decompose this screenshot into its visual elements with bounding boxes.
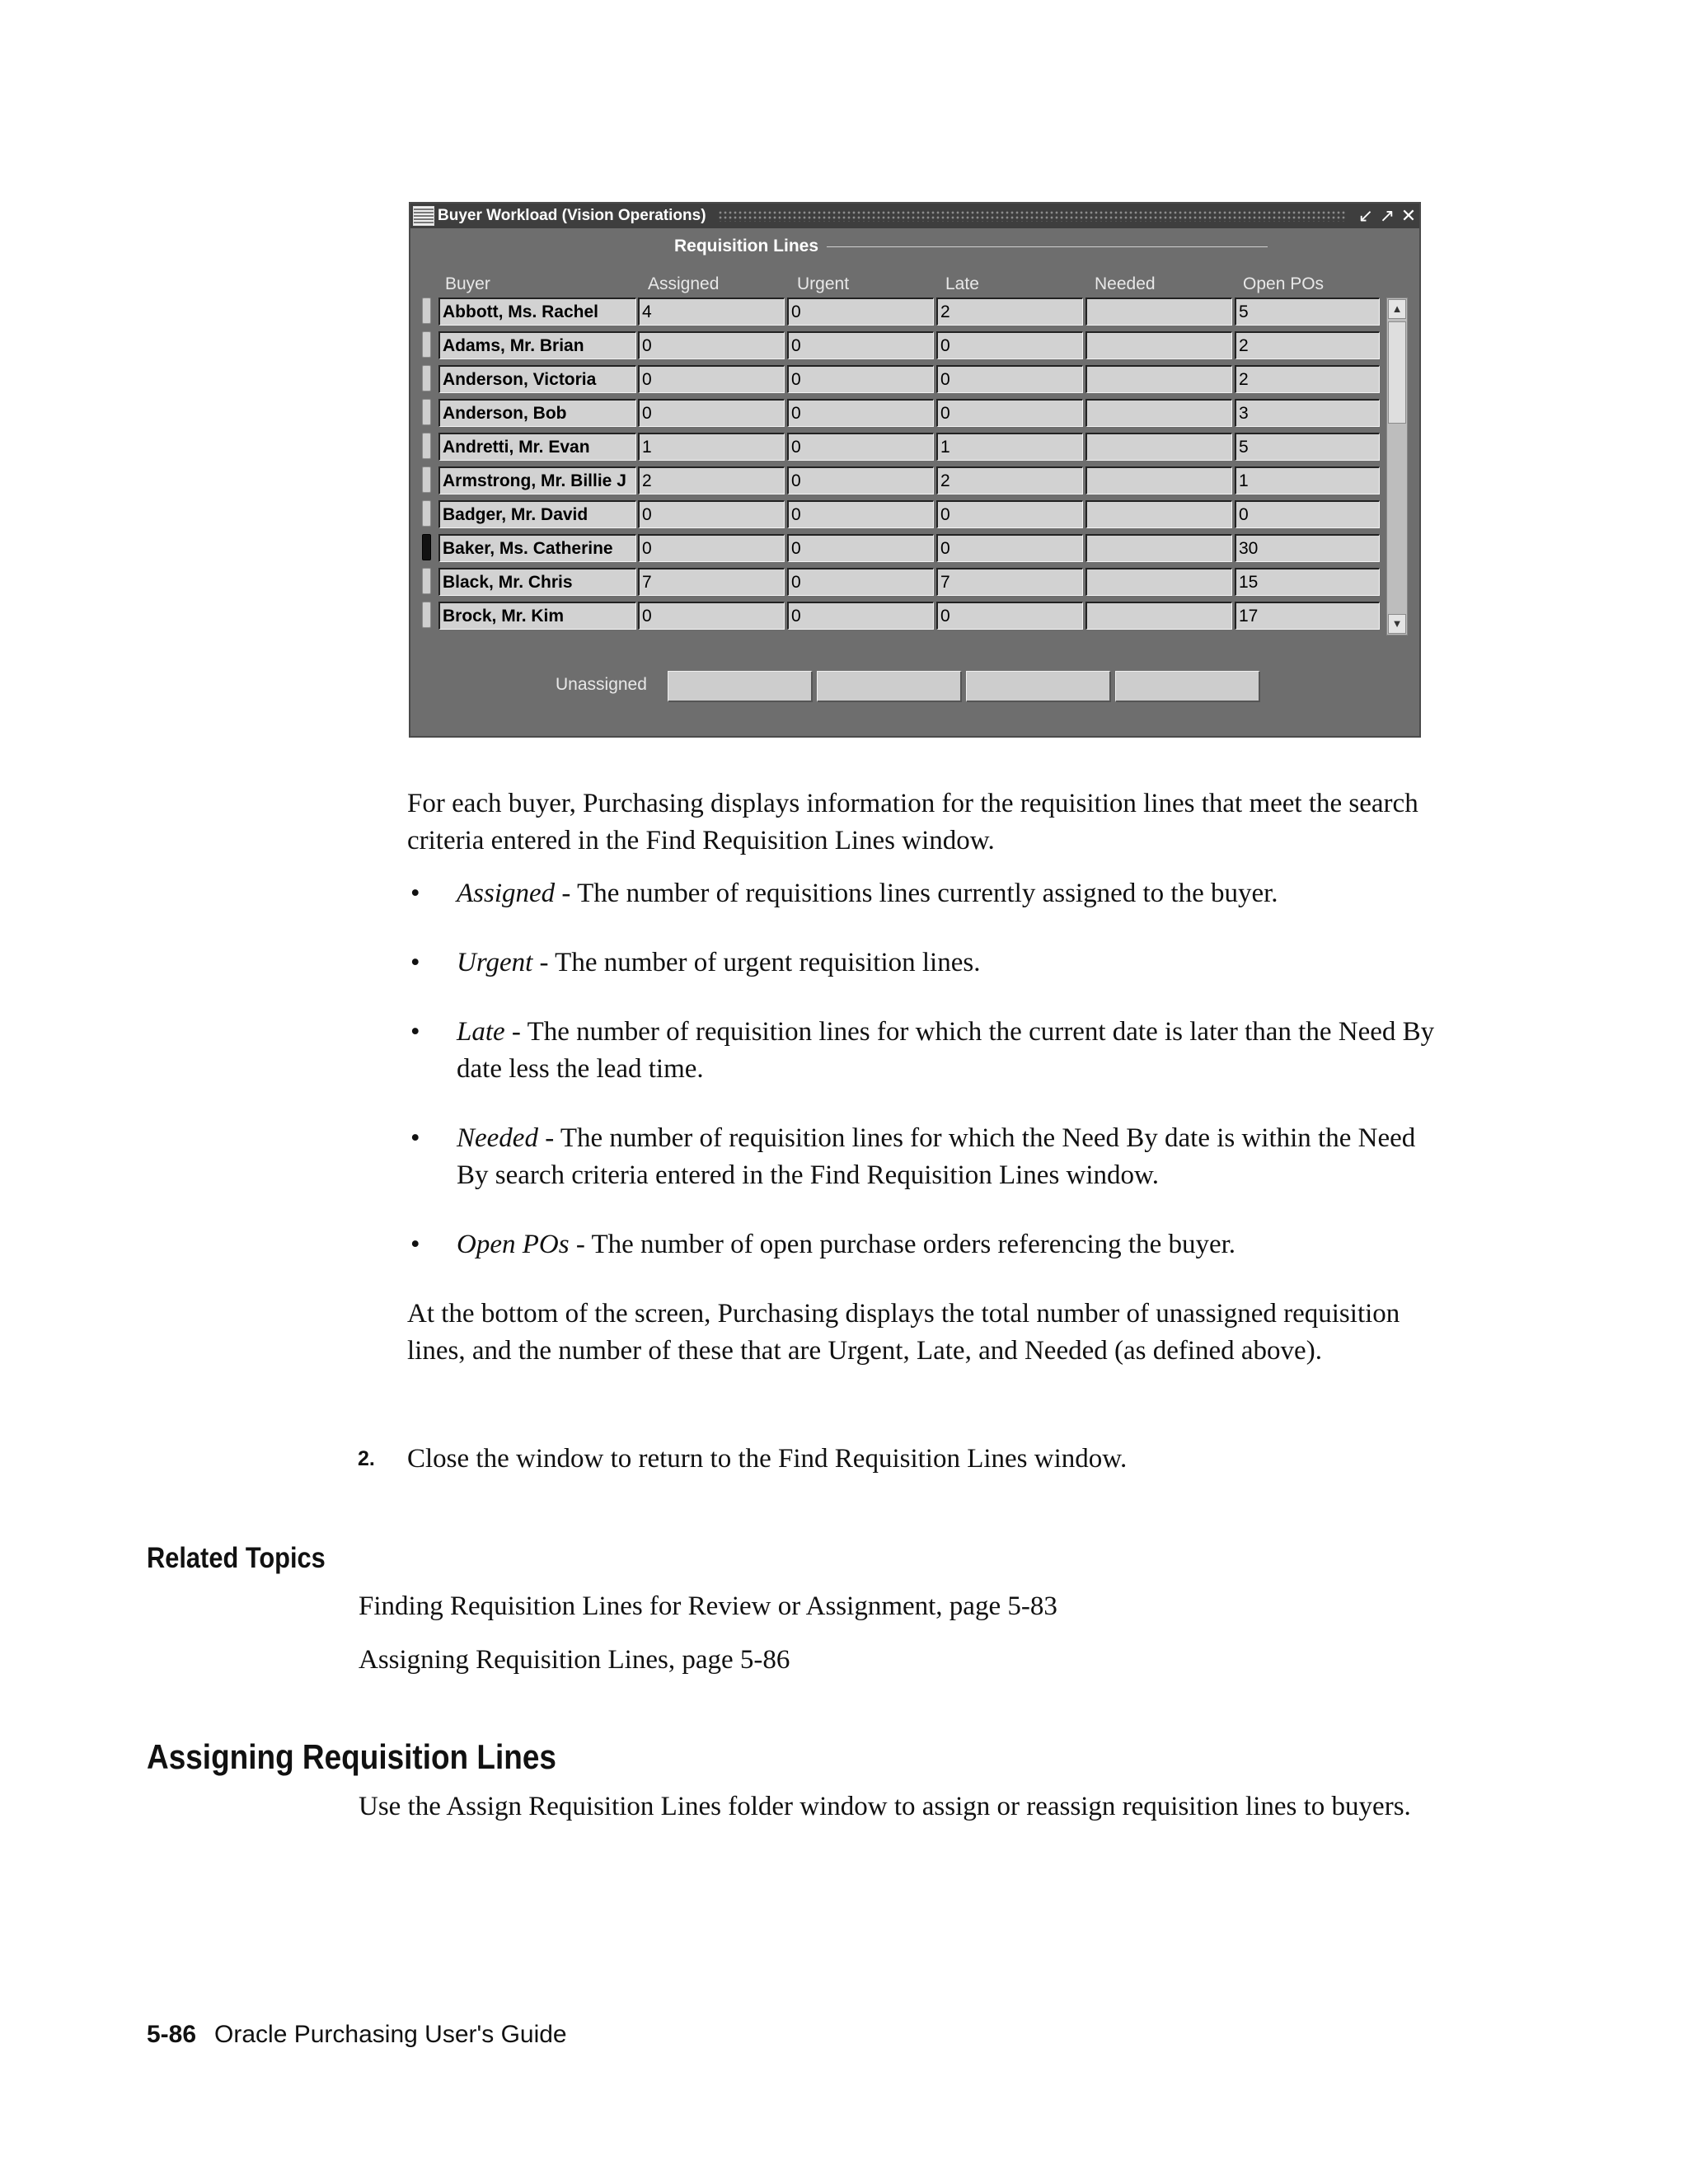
buyer-name-field[interactable]: Armstrong, Mr. Billie J <box>438 466 636 494</box>
buyer-name-field[interactable]: Adams, Mr. Brian <box>438 331 636 359</box>
buyer-name-field[interactable]: Baker, Ms. Catherine <box>438 534 636 562</box>
bullet-text: - The number of requisition lines for which the Need By date is within the Need By search criteria entered in the Find Requisition Lines window. <box>457 1123 1416 1190</box>
close-icon[interactable]: ✕ <box>1400 205 1417 226</box>
section-heading: Assigning Requisition Lines <box>147 1737 556 1776</box>
col-header-needed: Needed <box>1095 274 1156 293</box>
open-pos-field[interactable]: 5 <box>1235 298 1380 326</box>
record-indicator[interactable] <box>422 466 431 493</box>
assigned-field[interactable]: 2 <box>638 466 785 494</box>
bullet-late <box>457 1014 1437 1088</box>
late-field[interactable]: 0 <box>936 331 1083 359</box>
urgent-field[interactable]: 0 <box>787 466 934 494</box>
open-pos-field[interactable]: 2 <box>1235 365 1380 393</box>
table-row[interactable] <box>422 363 1382 395</box>
urgent-field[interactable]: 0 <box>787 298 934 326</box>
bullet-mark: • <box>410 1123 420 1153</box>
bullet-mark: • <box>410 879 420 908</box>
urgent-field[interactable]: 0 <box>787 399 934 427</box>
assigned-field[interactable]: 0 <box>638 500 785 528</box>
bullet-needed <box>457 1120 1437 1194</box>
scroll-up-icon[interactable]: ▲ <box>1388 299 1406 319</box>
open-pos-field[interactable]: 1 <box>1235 466 1380 494</box>
needed-field[interactable] <box>1085 399 1232 427</box>
bullet-text: - The number of requisitions lines currently assigned to the buyer. <box>555 879 1278 908</box>
buyer-name-field[interactable]: Anderson, Victoria <box>438 365 636 393</box>
buyer-name-field[interactable]: Anderson, Bob <box>438 399 636 427</box>
related-link-assigning[interactable]: Assigning Requisition Lines, page 5-86 <box>359 1645 790 1675</box>
buyer-name-field[interactable]: Brock, Mr. Kim <box>438 602 636 630</box>
oracle-app-icon <box>413 206 434 226</box>
bullet-term: Late <box>457 1017 505 1047</box>
col-header-open-pos: Open POs <box>1243 274 1325 293</box>
col-header-late: Late <box>945 274 979 293</box>
needed-field[interactable] <box>1085 331 1232 359</box>
assigned-field[interactable]: 4 <box>638 298 785 326</box>
open-pos-field[interactable]: 3 <box>1235 399 1380 427</box>
section-divider <box>827 246 1268 247</box>
col-header-buyer: Buyer <box>445 274 490 293</box>
table-row[interactable] <box>422 330 1382 361</box>
page-number: 5-86 <box>147 2021 197 2048</box>
urgent-field[interactable]: 0 <box>787 433 934 461</box>
table-row[interactable] <box>422 296 1382 327</box>
section-paragraph: Use the Assign Requisition Lines folder window to assign or reassign requisition lines to buyers. <box>359 1792 1411 1821</box>
late-field[interactable]: 0 <box>936 399 1083 427</box>
record-indicator[interactable] <box>422 399 431 425</box>
maximize-icon[interactable]: ↗ <box>1379 205 1395 226</box>
open-pos-field[interactable]: 17 <box>1235 602 1380 630</box>
record-indicator[interactable] <box>422 433 431 459</box>
step-text: Close the window to return to the Find Requisition Lines window. <box>407 1444 1128 1474</box>
needed-field[interactable] <box>1085 602 1232 630</box>
bullet-assigned <box>457 875 1437 912</box>
table-row[interactable] <box>422 532 1382 564</box>
needed-field[interactable] <box>1085 433 1232 461</box>
unassigned-urgent-total <box>668 671 813 702</box>
record-indicator[interactable] <box>422 365 431 391</box>
assigned-field[interactable]: 0 <box>638 399 785 427</box>
buyer-name-field[interactable]: Black, Mr. Chris <box>438 568 636 596</box>
bullet-text: - The number of requisition lines for which the current date is later than the Need By date less the lead time. <box>457 1017 1435 1084</box>
urgent-field[interactable]: 0 <box>787 500 934 528</box>
table-row[interactable] <box>422 465 1382 496</box>
record-indicator[interactable] <box>422 534 431 560</box>
urgent-field[interactable]: 0 <box>787 331 934 359</box>
bullet-urgent <box>457 944 1437 982</box>
table-row[interactable] <box>422 566 1382 598</box>
urgent-field[interactable]: 0 <box>787 568 934 596</box>
assigned-field[interactable]: 0 <box>638 331 785 359</box>
intro-paragraph: For each buyer, Purchasing displays information for the requisition lines that meet the search criteria entered in the Find Requisition Lines window. <box>407 789 1418 855</box>
needed-field[interactable] <box>1085 568 1232 596</box>
needed-field[interactable] <box>1085 534 1232 562</box>
bullet-open-pos <box>457 1226 1437 1263</box>
bullet-term: Assigned <box>457 879 556 908</box>
late-field[interactable]: 7 <box>936 568 1083 596</box>
bullet-mark: • <box>410 948 420 977</box>
scroll-thumb[interactable] <box>1388 321 1406 424</box>
window-titlebar[interactable] <box>410 204 1419 228</box>
bullet-text: - The number of urgent requisition lines. <box>532 948 981 977</box>
unassigned-needed-total <box>966 671 1111 702</box>
unassigned-late-total <box>817 671 962 702</box>
late-field[interactable]: 0 <box>936 602 1083 630</box>
buyer-workload-window <box>409 202 1421 738</box>
requisition-lines-section <box>674 237 1268 256</box>
scroll-down-icon[interactable]: ▼ <box>1388 614 1406 634</box>
bullet-mark: • <box>410 1230 420 1259</box>
col-header-urgent: Urgent <box>797 274 850 293</box>
unassigned-open-total <box>1115 671 1260 702</box>
open-pos-field[interactable]: 30 <box>1235 534 1380 562</box>
buyer-name-field[interactable]: Abbott, Ms. Rachel <box>438 298 636 326</box>
minimize-icon[interactable]: ↙ <box>1357 205 1374 226</box>
assigned-field[interactable]: 1 <box>638 433 785 461</box>
section-title: Requisition Lines <box>674 237 819 255</box>
table-row[interactable] <box>422 600 1382 631</box>
open-pos-field[interactable]: 0 <box>1235 500 1380 528</box>
bullet-term: Open POs <box>457 1230 570 1259</box>
bullet-term: Urgent <box>457 948 533 977</box>
late-field[interactable]: 2 <box>936 298 1083 326</box>
record-indicator[interactable] <box>422 331 431 358</box>
needed-field[interactable] <box>1085 298 1232 326</box>
bullet-term: Needed <box>457 1123 538 1153</box>
record-indicator[interactable] <box>422 298 431 324</box>
assigned-field[interactable]: 0 <box>638 365 785 393</box>
late-field[interactable]: 1 <box>936 433 1083 461</box>
book-title: Oracle Purchasing User's Guide <box>214 2021 567 2048</box>
bullet-text: - The number of open purchase orders referencing the buyer. <box>569 1230 1236 1259</box>
urgent-field[interactable]: 0 <box>787 602 934 630</box>
late-field[interactable]: 2 <box>936 466 1083 494</box>
related-topics-heading: Related Topics <box>147 1542 326 1574</box>
record-indicator[interactable] <box>422 500 431 527</box>
step-number: 2. <box>358 1447 375 1470</box>
late-field[interactable]: 0 <box>936 500 1083 528</box>
open-pos-field[interactable]: 5 <box>1235 433 1380 461</box>
table-row[interactable] <box>422 431 1382 462</box>
titlebar-grip <box>718 210 1347 222</box>
buyer-name-field[interactable]: Andretti, Mr. Evan <box>438 433 636 461</box>
urgent-field[interactable]: 0 <box>787 365 934 393</box>
assigned-field[interactable]: 0 <box>638 602 785 630</box>
open-pos-field[interactable]: 2 <box>1235 331 1380 359</box>
record-indicator[interactable] <box>422 568 431 594</box>
needed-field[interactable] <box>1085 466 1232 494</box>
window-title: Buyer Workload (Vision Operations) <box>438 207 706 224</box>
assigned-field[interactable]: 0 <box>638 534 785 562</box>
buyer-name-field[interactable]: Badger, Mr. David <box>438 500 636 528</box>
late-field[interactable]: 0 <box>936 534 1083 562</box>
table-scrollbar[interactable] <box>1386 298 1408 635</box>
needed-field[interactable] <box>1085 365 1232 393</box>
record-indicator[interactable] <box>422 602 431 628</box>
needed-field[interactable] <box>1085 500 1232 528</box>
unassigned-label: Unassigned <box>556 675 647 694</box>
col-header-assigned: Assigned <box>648 274 720 293</box>
table-row[interactable] <box>422 397 1382 429</box>
urgent-field[interactable]: 0 <box>787 534 934 562</box>
page-footer <box>147 2021 567 2049</box>
bullet-mark: • <box>410 1017 420 1047</box>
related-link-finding[interactable]: Finding Requisition Lines for Review or Assignment, page 5-83 <box>359 1591 1057 1621</box>
assigned-field[interactable]: 7 <box>638 568 785 596</box>
late-field[interactable]: 0 <box>936 365 1083 393</box>
bottom-paragraph: At the bottom of the screen, Purchasing displays the total number of unassigned requisition lines, and the number of these that are Urgent, Late, and Needed (as defined above). <box>407 1299 1400 1366</box>
table-row[interactable] <box>422 499 1382 530</box>
open-pos-field[interactable]: 15 <box>1235 568 1380 596</box>
